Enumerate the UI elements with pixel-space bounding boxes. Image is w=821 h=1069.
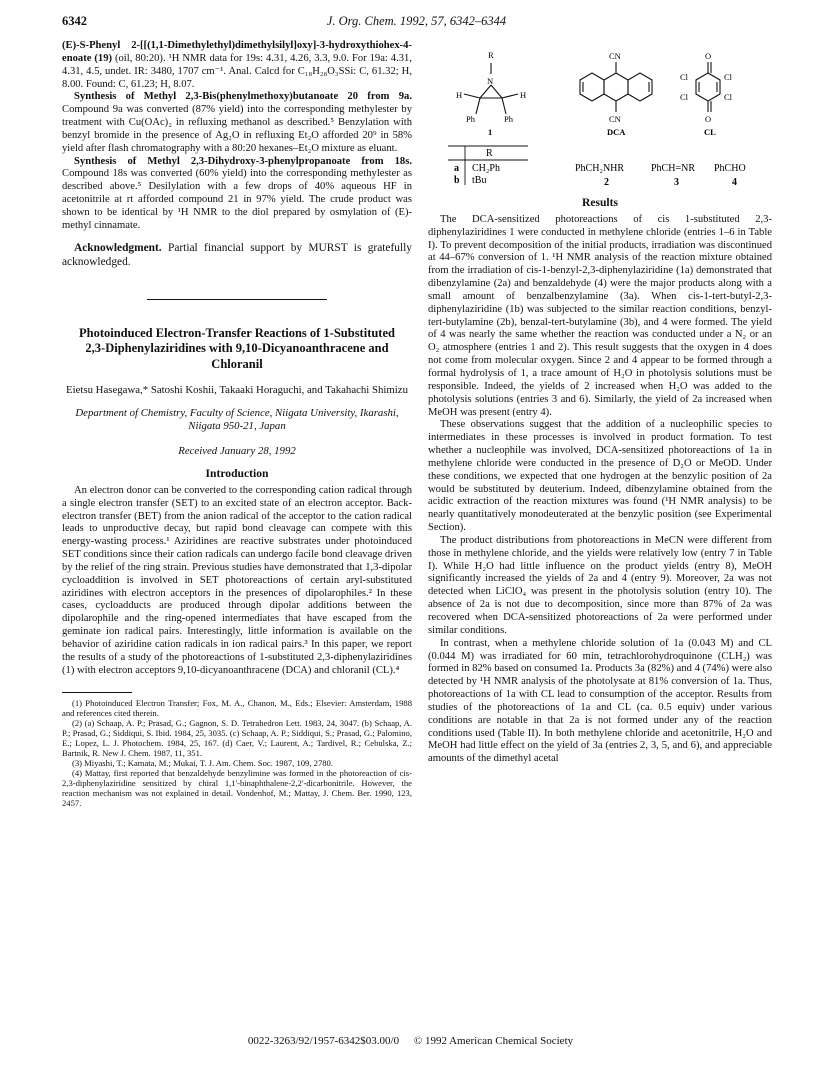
chloranil-o-bottom: O <box>705 114 712 124</box>
footnote-1: (1) Photoinduced Electron Transfer; Fox, M. A., Chanon, M., Eds.; Elsevier: Amsterdam, 1988 and references cited therein. <box>62 697 412 718</box>
article-title: Photoinduced Electron-Transfer Reactions of 1-Substituted 2,3-Diphenylaziridines with 9,10-Dicyanoanthracene and Chloranil <box>79 325 395 371</box>
aziridine-ph-right: Ph <box>504 114 513 124</box>
product-4-formula: PhCHO <box>714 163 746 174</box>
chloranil-label: CL <box>704 127 716 137</box>
right-column <box>428 40 772 766</box>
dca-cn-bottom: CN <box>609 114 621 124</box>
page-number: 6342 <box>62 14 87 28</box>
introduction-body: An electron donor can be converted to the corresponding cation radical through a single electron transfer (SET) to an excited state of an electron acceptor. Back-electron transfer (BET) from the anion radical of the acceptor to the cation radical leads to unproductive decay, but rapid bond cleavage can compete with this energy-wasting process.¹ Aziridines are reactive substrates under photoinduced SET conditions since their cation radicals can undergo facile bond cleavage driven by the relief of the ring strain. Previous studies have demonstrated that 1,3-dipolar cycloaddition is involved in SET photoreactions of certain aryl-substituted aziridines with electron acceptors in the presences of dipolarophiles.² In these cases, cycloadducts are produced through dipolar additions between the dipolarophile and the ring-opened intermediates that have escaped from the geminate ion radical pairs. Interestingly, little information is available on the behavior of aziridine cation radicals in ion radical pairs.³ In this paper, we report the results of a study of the photoreactions of 1-substituted 2,3-diphenylaziridines (1) with electron acceptors 9,10-dicyanoanthracene (DCA) and chloranil (CL).⁴ <box>62 484 412 676</box>
synthesis-21-title: Synthesis of Methyl 2,3-Dihydroxy-3-phenylpropanoate from 18s. <box>74 155 412 167</box>
footer-code: 0022-3263/92/1957-6342$03.00/0 <box>247 1035 400 1047</box>
chloranil-cl-3: Cl <box>680 92 689 102</box>
acknowledgment <box>62 241 412 269</box>
dca-label: DCA <box>607 127 626 137</box>
row-a-label: a <box>454 163 459 174</box>
product-3-number: 3 <box>674 177 679 188</box>
compound-19-paragraph <box>62 40 412 91</box>
article-authors: Eietsu Hasegawa,* Satoshi Koshii, Takaaki Horaguchi, and Takahachi Shimizu <box>65 384 408 397</box>
product-2-number: 2 <box>604 177 609 188</box>
product-3-formula: PhCH=NR <box>651 163 695 174</box>
footnote-4: (4) Mattay, first reported that benzaldehyde benzylimine was formed in the photoreaction of cis-2,3-diphenylaziridine sensitized by chiral 1,1'-binaphthalene-2,2'-dicarbonitrile. However, the reaction mechanism was not explained in detail. Vondenhof, M.; Mattay, J. Chem. Ber. 1990, 123, 2457. <box>62 768 412 809</box>
dca-structure <box>580 62 652 112</box>
footnote-3: (3) Miyashi, T.; Kamata, M.; Mukai, T. J. Am. Chem. Soc. 1987, 109, 2780. <box>72 758 333 769</box>
aziridine-h-left: H <box>456 90 463 100</box>
acknowledgment-title: Acknowledgment. <box>74 241 162 254</box>
results-paragraph-4: In contrast, when a methylene chloride solution of 1a (0.043 M) and CL (0.044 M) was irradiated for 60 min, tetrachlorohydroquinone (CLH₂) was formed in 82% based on consumed 1a. Products 3a (82%) and 4 (74%) were also detected by ¹H NMR analysis of the photolysate at 81% conversion of 1a. Thus, photoreactions of 1a with CL lead to consumption of the acceptor. Results from studies of the photoreactions of 1a and CL (ca. 0.5 equiv) under various conditions are notable in that 2a is not formed under any of the reaction conditions used (Table II). In both methylene chloride and acetonitrile, H₂O and MeOH had little effect on the yield of 3a (entries 2, 3, 5, and 6), and appreciable amounts of the dimethyl acetal <box>428 637 772 765</box>
synthesis-20-body: Compound 9a was converted (87% yield) into the corresponding methylester by treatment with Cu(OAc)₂ in refluxing methanol as described.⁵ Benzylation with benzyl bromide in the presence of Ag₂O in refluxing Et₂O afforded 20⁹ in 58% yield after flash chromatography with a 80:20 hexanes–Et₂O mixture as eluant. <box>62 104 412 154</box>
synthesis-21-body: Compound 18s was converted (60% yield) into the corresponding methylester as described above.⁵ Desilylation with a few drops of 40% aqueous HF in acetonitrile at rt afforded compound 21 in 97% yield. The crude product was shown to be identical by ¹H NMR to the diol prepared by osmylation of (E)-methyl cinnamate. <box>62 168 412 231</box>
results-paragraph-2: These observations suggest that the addition of a nucleophilic species to intermediates in these processes is involved in product formation. To test whether a nucleophile was involved, DCA-sensitized photoreactions of 1a in methylene chloride were conducted in the presence of D₂O or MeOD. Under these conditions, we expected that one hydrogen at the benzylic position of 2a would be substituted by deuterium. Indeed, dibenzylamine obtained from the acidic extraction of the reaction mixtures was found (¹H NMR analysis) to be nearly quantitatively monodeuterated at the benzylic position (see Experimental Section). <box>428 419 772 534</box>
structures-figure <box>428 40 772 195</box>
results-paragraph-3: The product distributions from photoreactions in MeCN were different from those in methylene chloride, and the yields were relatively low (entry 7 in Table I). While H₂O had little influence on the product yields (entry 8), MeOH significantly increased the yields of 2a and 4 (entry 9). Moreover, 2a was not detected when LiClO₄ was present in the photolysis solution (entry 10). The absence of 2a is not due to decomposition, since more than 87% of 2a was recovered when DCA-sensitized photoreactions of 2a were performed under similar conditions. <box>428 534 772 636</box>
synthesis-20-title: Synthesis of Methyl 2,3-Bis(phenylmethoxy)butanoate 20 from 9a. <box>74 91 412 103</box>
row-b-label: b <box>454 175 460 186</box>
product-4-number: 4 <box>732 177 737 188</box>
page-footer <box>0 1035 821 1047</box>
introduction-heading: Introduction <box>205 467 269 480</box>
page-header <box>62 14 771 32</box>
aziridine-structure <box>464 63 518 114</box>
footnotes <box>62 698 412 809</box>
compound-19-title: (E)-S-Phenyl 2-[[(1,1-Dimethylethyl)dimethylsilyl]oxy]-3-hydroxythiohex-4-enoate (19) <box>62 40 412 64</box>
aziridine-h-right: H <box>520 90 527 100</box>
synthesis-20-paragraph <box>62 91 412 155</box>
aziridine-ph-left: Ph <box>466 114 475 124</box>
footnote-rule <box>62 692 132 693</box>
acknowledgment-body: Partial financial support by MURST is gratefully acknowledged. <box>62 241 412 268</box>
results-paragraph-1: The DCA-sensitized photoreactions of cis 1-substituted 2,3-diphenylaziridines 1 were conducted in methylene chloride (entries 1–6 in Table I). To prevent decomposition of the initial products, irradiation was discontinued at 44–67% conversion of 1. ¹H NMR analysis of the reaction mixture obtained from the irradiation of cis-1-benzyl-2,3-diphenylaziridine (1a) demonstrated that dibenzylamine (2a) and benzaldehyde (4) were the major products along with a small amount of benzalbenzylamine (3a). When cis-1-tert-butyl-2,3-diphenylaziridine (1b) was subjected to the similar reaction conditions, benzyl-tert-butylamine (2b), benzal-tert-butylamine (3b), and 4 were formed. The yield of 4 was nearly the same whether the reaction was conducted under a N₂ or an O₂ atmosphere (entries 1 and 2). This result suggests that the oxygen in 4 does not come from molecular oxygen. Since 2 and 4 appear to be formed through a formal hydrolysis of 1, a trace amount of H₂O in photolysis solutions must be responsible. Indeed, the yields of 2 increased when H₂O was added to the photolysis solutions (entries 3 and 6). Similarly, the yield of 2a increased when MeOH was present (entry 4). <box>428 213 772 418</box>
table-r-header: R <box>486 148 493 159</box>
journal-citation: J. Org. Chem. 1992, 57, 6342–6344 <box>326 14 507 28</box>
row-b-substituent: tBu <box>472 175 487 186</box>
received-date: Received January 28, 1992 <box>178 445 296 458</box>
chloranil-cl-4: Cl <box>724 92 733 102</box>
results-heading: Results <box>581 196 619 209</box>
chloranil-cl-1: Cl <box>680 72 689 82</box>
footer-copyright: © 1992 American Chemical Society <box>413 1035 574 1047</box>
article-separator <box>147 299 327 300</box>
aziridine-r-label: R <box>488 50 494 60</box>
chloranil-o-top: O <box>705 51 712 61</box>
chloranil-structure <box>696 62 720 112</box>
chemical-structures <box>428 40 772 195</box>
footnote-2: (2) (a) Schaap, A. P.; Prasad, G.; Gagnon, S. D. Tetrahedron Lett. 1983, 24, 3047. (b) Schaap, A. P.; Prasad, G.; Siddiqui, S. Ibid. 1984, 25, 3035. (c) Schaap, A. P.; Siddiqui, S.; Prasad, G.; Palomino, E.; Lopez, L. J. Photochem. 1984, 25, 167. (d) Caer, V.; Laurent, A.; Tardivel, R.; Cebulska, Z.; Bartnik, R. New J. Chem. 1987, 11, 351. <box>62 717 412 758</box>
compound-1-label: 1 <box>488 127 493 137</box>
aziridine-n-label: N <box>487 76 494 86</box>
product-2-formula: PhCH₂NHR <box>575 163 625 174</box>
synthesis-21-paragraph <box>62 156 412 233</box>
chloranil-cl-2: Cl <box>724 72 733 82</box>
row-a-substituent: CH₂Ph <box>472 163 500 174</box>
dca-cn-top: CN <box>609 51 621 61</box>
author-affiliation: Department of Chemistry, Faculty of Science, Niigata University, Ikarashi, Niigata 950-21, Japan <box>75 407 399 433</box>
compound-19-body: (oil, 80:20). ¹H NMR data for 19s: 4.31, 4.26, 3.3, 9.0. For 19a: 4.31, 4.31, 4.5, undet. IR: 3480, 1707 cm⁻¹. Anal. Calcd for C₁₈H₂₈O₃SSi: C, 61.32; H, 8.00. Found: C, 61.23; H, 8.07. <box>62 52 412 90</box>
left-column <box>62 40 412 809</box>
